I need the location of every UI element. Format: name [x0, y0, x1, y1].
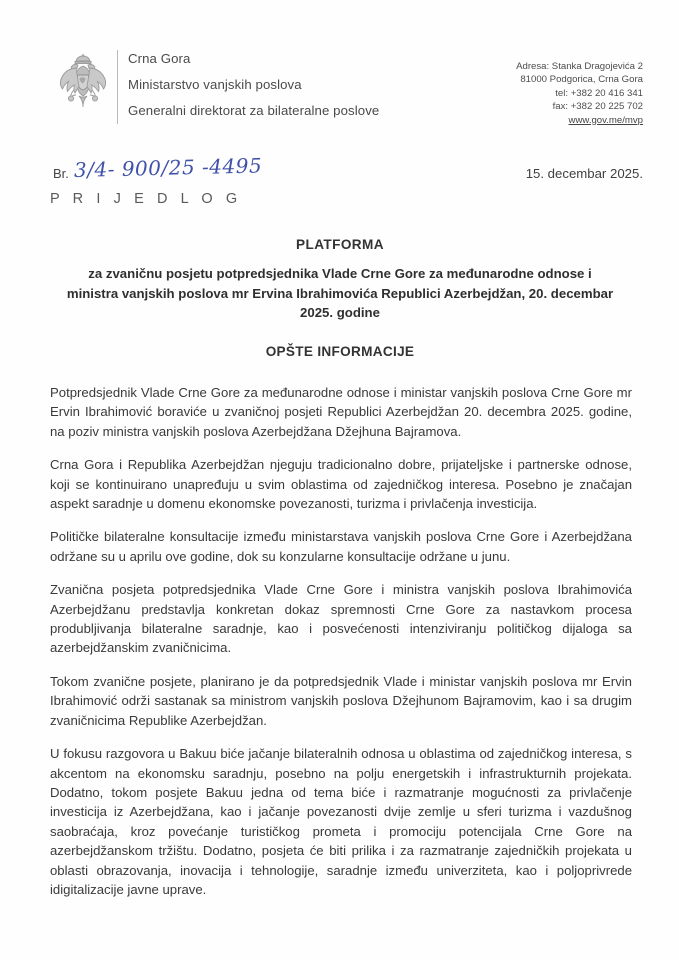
reference-row — [0, 153, 679, 216]
org-ministry: Ministarstvo vanjskih poslova — [128, 77, 302, 92]
contact-address: Adresa: Stanka Dragojevića 2 — [516, 61, 643, 72]
page-title: PLATFORMA — [296, 237, 384, 252]
body-paragraph: Tokom zvanične posjete, planirano je da potpredsjednik Vlade i ministar vanjskih poslova mr Ervin Ibrahimović održi sastanak sa ministrom vanjskih poslova Džejhunom Bajramovim, kao i sa drugim zvaničnicima Republike Azerbejdžan. — [50, 673, 632, 728]
contact-city: 81000 Podgorica, Crna Gora — [520, 74, 643, 86]
contact-block — [443, 60, 643, 127]
document-date: 15. decembar 2025. — [525, 166, 643, 181]
reference-number-handwritten: 3/4- 900/25 -4495 — [73, 153, 263, 182]
contact-website-link[interactable]: www.gov.me/mvp — [568, 114, 643, 126]
body-paragraph: Zvanična posjeta potpredsjednika Vlade Crne Gore i ministra vanjskih poslova Ibrahimovića Azerbejdžanu predstavlja konkretan dokaz spremnosti Crne Gore za nastavkom procesa produbljivanja bilateralne saradnje, kao i posvećenosti intenziviranju političkog dijaloga sa azerbejdžanskim zvaničnicima. — [50, 582, 632, 656]
body-paragraph: Političke bilateralne konsultacije između ministarstava vanjskih poslova Crne Gore i Azerbejdžana održane su u aprilu ove godine, dok su konzularne konsultacije održane u junu. — [50, 529, 632, 564]
organization-block — [128, 46, 458, 124]
letterhead — [0, 46, 679, 138]
body-paragraph: Potpredsjednik Vlade Crne Gore za međunarodne odnose i ministar vanjskih poslova Crne Gore mr Ervin Ibrahimović boraviće u zvaničnoj posjeti Republici Azerbejdžan 20. decembra 2025. godine, na poziv ministra vanjskih poslova Azerbejdžana Džejhuna Bajramova. — [50, 385, 632, 439]
body-paragraph: U fokusu razgovora u Bakuu biće jačanje bilateralnih odnosa u oblastima od zajedničkog interesa, s akcentom na ekonomsku saradnju, posebno na polju energetskih i infrastrukturnih projekata. Dodatno, tokom posjete Bakuu jedna od tema biće i razmatranje mogućnosti za privlačenje investicija iz Azerbejdžana, kao i jačanje povezanosti dvije zemlje u sferi turizma i vazdušnog saobraćaja, kroz povećanje turističkog prometa i promociju potencijala Crne Gore na azerbejdžanskom tržištu. Dodatno, posjeta će biti prilika i za razmatranje zajedničkih projekata u oblasti obrazovanja, inovacija i tehnologije, saradnje između univerziteta, kao i poljoprivrede idigitalizacije javne uprave. — [50, 746, 632, 897]
org-directorate: Generalni direktorat za bilateralne poslove — [128, 103, 380, 118]
title-block — [60, 237, 620, 323]
page-subtitle: za zvaničnu posjetu potpredsjednika Vlade Crne Gore za međunarodne odnose i ministra vanjskih poslova mr Ervina Ibrahimovića Republici Azerbejdžan, 20. decembar 2025. godine — [66, 266, 614, 320]
contact-fax: fax: +382 20 225 702 — [552, 101, 643, 113]
section-heading-general-info: OPŠTE INFORMACIJE — [265, 344, 415, 359]
coat-of-arms-icon — [52, 48, 114, 126]
contact-tel: tel: +382 20 416 341 — [555, 87, 643, 99]
reference-label: Br. — [53, 166, 69, 181]
org-country: Crna Gora — [128, 51, 191, 66]
body-paragraph: Crna Gora i Republika Azerbejdžan njeguju tradicionalno dobre, prijateljske i partnerske odnose, koji se kontinuirano unapređuju u svim oblastima od zajedničkog interesa. Posebno je značajan aspekt saradnje u domenu ekonomske povezanosti, turizma i privlačenja investicija. — [50, 457, 632, 512]
document-type-label: P R I J E D L O G — [50, 191, 242, 207]
document-body — [50, 383, 632, 899]
letterhead-divider — [117, 50, 118, 124]
